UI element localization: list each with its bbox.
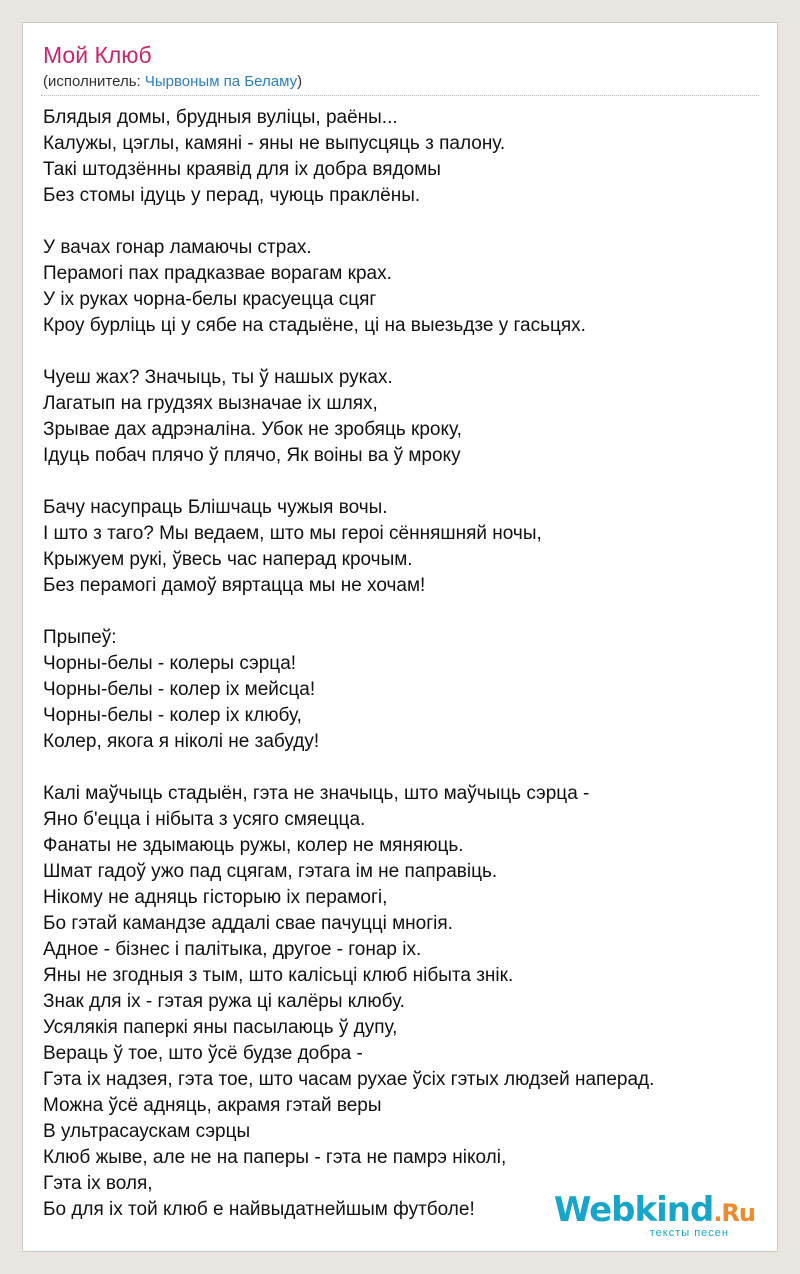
- watermark-tld: .Ru: [713, 1199, 755, 1227]
- lyrics-line: Усялякія паперкі яны пасылаюць ў дупу,: [43, 1017, 398, 1038]
- lyrics-line: Крыжуем рукі, ўвесь час наперад крочым.: [43, 549, 413, 570]
- artist-prefix: (исполнитель:: [43, 73, 145, 90]
- lyrics-stanza: [43, 105, 759, 209]
- lyrics-line: Чорны-белы - колер іх клюбу,: [43, 705, 302, 726]
- lyrics-stanza: [43, 781, 759, 1223]
- lyrics-line: Кроу бурліць ці у сябе на стадыёне, ці на выезьдзе у гасьцях.: [43, 315, 586, 336]
- artist-line: [43, 72, 302, 92]
- lyrics-line: Клюб жыве, але не на паперы - гэта не памрэ ніколі,: [43, 1147, 507, 1168]
- lyrics-line: Блядыя домы, брудныя вуліцы, раёны...: [43, 107, 398, 128]
- lyrics-line: Знак для іх - гэтая ружа ці калёры клюбу.: [43, 991, 405, 1012]
- lyrics-line: Чорны-белы - колеры сэрца!: [43, 653, 297, 674]
- artist-link[interactable]: Чырвоным па Беламу: [144, 73, 298, 90]
- lyrics-stanza: [43, 365, 759, 469]
- site-watermark[interactable]: [554, 1192, 755, 1239]
- lyrics-line: Зрывае дах адрэналіна. Убок не зробяць кроку,: [43, 419, 462, 440]
- lyrics-line: Перамогі пах прадказвае ворагам крах.: [43, 263, 392, 284]
- lyrics-line: Вераць ў тое, што ўсё будзе добра -: [43, 1043, 363, 1064]
- lyrics-line: Шмат гадоў ужо пад сцягам, гэтага ім не паправіць.: [43, 861, 498, 882]
- lyrics-line: Ідуць побач плячо ў плячо, Як воіны ва ў мроку: [43, 445, 461, 466]
- lyrics-line: Бачу насупраць Блішчаць чужыя вочы.: [43, 497, 388, 518]
- lyrics-line: Калі маўчыць стадыён, гэта не значыць, што маўчыць сэрца -: [43, 783, 590, 804]
- artist-suffix: ): [297, 73, 303, 90]
- lyrics-line: Гэта іх надзея, гэта тое, што часам рухае ўсіх гэтых людзей наперад.: [43, 1069, 655, 1090]
- lyrics-line: Нікому не адняць гісторыю іх перамогі,: [43, 887, 388, 908]
- lyrics-stanza: [43, 235, 759, 339]
- lyrics-line: Яны не згодныя з тым, што калісьці клюб нібыта знік.: [43, 965, 514, 986]
- lyrics-line: Бо гэтай камандзе аддалі свае пачуцці многія.: [43, 913, 453, 934]
- lyrics-line: Без перамогі дамоў вяртацца мы не хочам!: [43, 575, 426, 596]
- lyrics-line: Калужы, цэглы, камяні - яны не выпусцяць з палону.: [43, 133, 506, 154]
- lyrics-stanza: [43, 495, 759, 599]
- lyrics-line: Чуеш жах? Значыць, ты ў нашых руках.: [43, 367, 393, 388]
- watermark-tagline: тексты песен: [649, 1227, 729, 1239]
- lyrics-line: Яно б'ецца і нібыта з усяго смяецца.: [43, 809, 366, 830]
- lyrics-line: У іх руках чорна-белы красуецца сцяг: [43, 289, 377, 310]
- lyrics-line: Фанаты не здымаюць ружы, колер не мяняюць.: [43, 835, 464, 856]
- lyrics-line: Лагатып на грудзях вызначае іх шлях,: [43, 393, 378, 414]
- lyrics-line: Чорны-белы - колер іх мейсца!: [43, 679, 316, 700]
- lyrics-line: Бо для іх той клюб е найвыдатнейшым футболе!: [43, 1199, 475, 1220]
- lyrics-card: [22, 22, 778, 1252]
- lyrics-line: Прыпеў:: [43, 627, 117, 648]
- watermark-logo: [554, 1192, 755, 1231]
- lyrics-line: Гэта іх воля,: [43, 1173, 153, 1194]
- lyrics-line: Колер, якога я ніколі не забуду!: [43, 731, 320, 752]
- lyrics-line: Такі штодзённы краявід для іх добра вядомы: [43, 159, 441, 180]
- lyrics-line: Адное - бізнес і палітыка, другое - гонар іх.: [43, 939, 422, 960]
- lyrics-body: [43, 105, 759, 1249]
- song-title: Мой Клюб: [43, 42, 152, 68]
- watermark-brand: Webkind: [553, 1190, 714, 1230]
- lyrics-stanza: [43, 625, 759, 755]
- lyrics-line: В ультрасаускам сэрцы: [43, 1121, 251, 1142]
- lyrics-line: Без стомы ідуць у перад, чуюць праклёны.: [43, 185, 421, 206]
- lyrics-line: Можна ўсё адняць, акрамя гэтай веры: [43, 1095, 382, 1116]
- header-divider: [41, 95, 759, 96]
- lyrics-line: І што з таго? Мы ведаем, што мы героі сённяшняй ночы,: [43, 523, 542, 544]
- lyrics-line: У вачах гонар ламаючы страх.: [43, 237, 312, 258]
